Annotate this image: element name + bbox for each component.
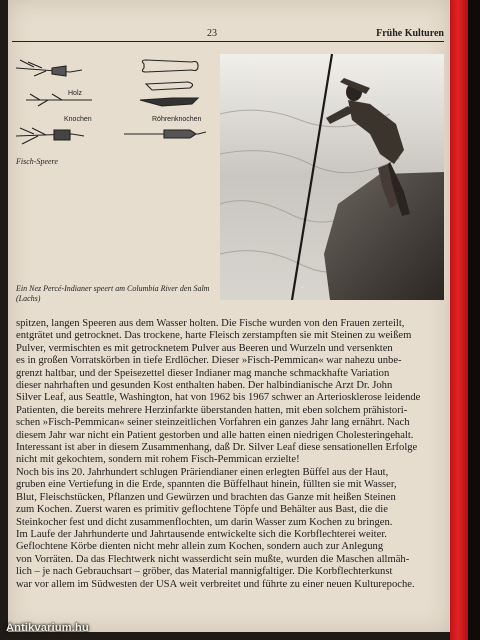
header-rule (12, 41, 444, 42)
book-cover-edge (450, 0, 468, 640)
figure-caption: Fisch-Speere (16, 157, 58, 166)
spear-3 (16, 128, 84, 144)
text-line: Blut, Fleischstücken, Pflanzen und Gewürzen und brachten das Ganze mit heißen Steinen (16, 491, 396, 503)
text-line: Noch bis ins 20. Jahrhundert schlugen Präriendianer einen erlegten Büffel aus der Haut, (16, 466, 389, 478)
spear-1 (16, 60, 82, 76)
text-line: von Vorräten. Da das Flechtwerk nicht wasserdicht sein mußte, wurden die Maschen allmäh- (16, 553, 410, 565)
photo-drawing (220, 54, 444, 300)
watermark: Antikvarium.hu (6, 622, 89, 634)
label-bone: Knochen (64, 116, 92, 123)
text-line: zum Kochen. Zuerst waren es primitiv geflochtene Töpfe und Behälter aus Bast, die die (16, 504, 388, 516)
text-line: entgrätet und getrocknet. Das trockene, harte Fleisch zerstampften sie mit Steinen zu weißem (16, 330, 412, 342)
text-line: spitzen, langen Speeren aus dem Wasser holten. Die Fische wurden von den Frauen zerteilt, (16, 318, 405, 329)
bone-1 (142, 60, 198, 72)
text-line: diesem Jahr war nicht ein Patient gestorben und alle hatten einen niedrigen Cholesteringehalt. (16, 429, 414, 441)
page-number: 23 (207, 28, 217, 39)
text-line: nicht mit gekochtem, sondern mit rohem Fisch-Pemmican erzielte! (16, 454, 300, 466)
background-edge (468, 0, 480, 640)
text-line: es in großen Vorratskörben in tiefe Erdlöcher. Dieser »Fisch-Pemmican« war nahezu unbe- (16, 355, 402, 367)
bone-2 (146, 82, 193, 90)
text-line: grenzt haltbar, und der Speisezettel dieser Indianer mag manche schmackhafte Variation (16, 367, 390, 379)
photo-nez-perce-fisherman (220, 54, 444, 300)
text-line: Steinkocher fest und dicht zusammenflochten, um darin Wasser zum Kochen zu bringen. (16, 516, 393, 528)
label-tubular-bone: Röhrenknochen (152, 116, 202, 123)
text-line: lich – je nach Gebrauchsart – gröber, das Material mannigfaltiger. Die Korbflechterkunst (16, 566, 393, 578)
text-line: Geflochtene Körbe dienten nicht mehr allein zum Kochen, sondern auch zur Anlegung (16, 541, 384, 553)
text-line: Im Laufe der Jahrhunderte und Jahrtausende entwickelte sich die Korbflechterei weiter. (16, 528, 387, 540)
bone-4 (124, 130, 206, 138)
text-line: war vor allem im Südwesten der USA weit verbreitet und führte zu einer neuen Kulturepoche. (16, 578, 415, 590)
body-text (16, 318, 440, 591)
spears-drawing (12, 50, 212, 160)
fish-spears-illustration (12, 50, 212, 160)
text-line: Pulver, vermischten es mit getrocknetem Pulver aus Beeren und Wurzeln und versenkten (16, 342, 393, 354)
text-line: Interessant ist aber in diesem Zusammenhang, daß Dr. Silver Leaf diese sensationellen Erfolge (16, 442, 418, 454)
spear-2 (26, 94, 92, 106)
photo-caption: Ein Nez Percé-Indianer speert am Columbia River den Salm (Lachs) (16, 284, 210, 303)
bone-3 (140, 98, 198, 106)
text-line: Silver Leaf, aus Seattle, Washington, hat von 1962 bis 1967 schwer an Arteriosklerose leidende (16, 392, 421, 404)
text-line: schen »Fisch-Pemmican« seiner steinzeitlichen Vorfahren ein ganzes Jahr lang ernährt. Nach (16, 417, 410, 429)
text-line: gruben eine Vertiefung in die Erde, spannten die Büffelhaut hinein, füllten sie mit Wasser, (16, 479, 397, 491)
text-line: Patienten, die bereits mehrere Herzinfarkte überstanden hatten, mit eben solchem prähistori- (16, 404, 408, 416)
label-wood: Holz (68, 90, 83, 97)
section-title: Frühe Kulturen (376, 28, 444, 39)
text-line: dieser nahrhaften und gesunden Kost enthalten haben. Der halbindianische Arzt Dr. John (16, 380, 393, 392)
